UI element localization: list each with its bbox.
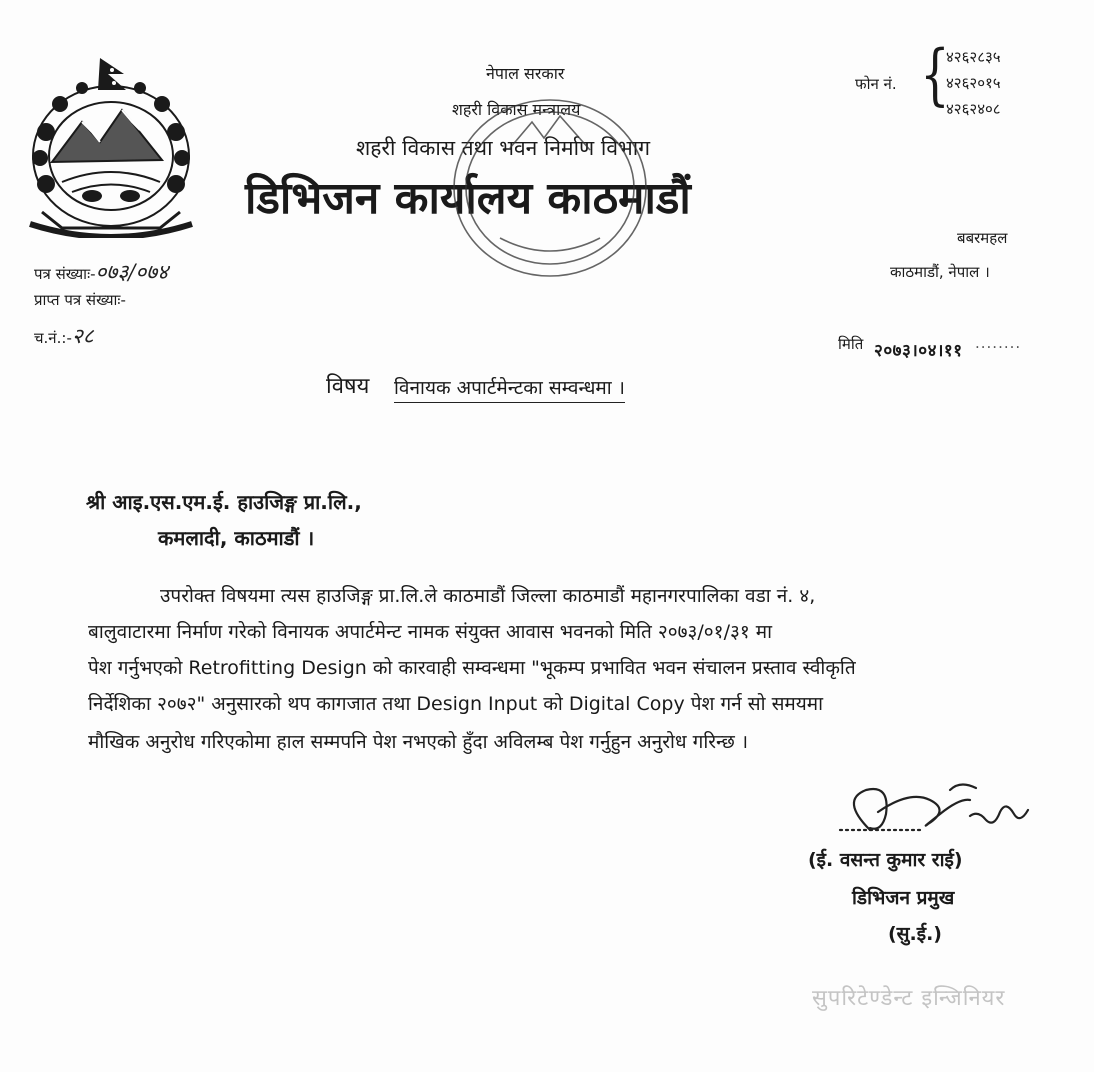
office-address-line2: काठमाडौं, नेपाल ।: [890, 263, 990, 281]
nepal-emblem-icon: [22, 52, 200, 238]
signatory-name: (ई. वसन्त कुमार राई): [808, 849, 963, 871]
ministry-name: शहरी विकास मन्त्रालय: [452, 100, 581, 119]
body-line: उपरोक्त विषयमा त्यस हाउजिङ्ग प्रा.लि.ले काठमाडौं जिल्ला काठमाडौं महानगरपालिका वडा नं. ४,: [160, 585, 816, 607]
subject-label: विषय: [326, 374, 370, 399]
office-seal-icon: [440, 88, 660, 288]
phone-number: ४२६२४०८: [946, 100, 1001, 118]
department-name: शहरी विकास तथा भवन निर्माण विभाग: [356, 136, 651, 160]
government-name: नेपाल सरकार: [486, 64, 565, 83]
phone-brace: {: [920, 36, 950, 113]
addressee-address: कमलादी, काठमाडौं ।: [158, 526, 315, 550]
office-title: डिभिजन कार्यालय काठमाडौं: [245, 173, 691, 224]
body-line: निर्देशिका २०७२" अनुसारको थप कागजात तथा Design Input को Digital Copy पेश गर्न सो समयमा: [88, 693, 824, 715]
body-line: पेश गर्नुभएको Retrofitting Design को कारवाही सम्वन्धमा "भूकम्प प्रभावित भवन संचालन प्रस्ताव स्वीकृति: [88, 657, 856, 679]
letter-number-label: पत्र संख्याः-: [34, 265, 96, 283]
addressee-name: श्री आइ.एस.एम.ई. हाउजिङ्ग प्रा.लि.,: [86, 490, 362, 514]
letter-number-value: ०७३/०७४: [95, 260, 169, 284]
signatory-role: डिभिजन प्रमुख: [852, 887, 955, 909]
body-line: मौखिक अनुरोध गरिएकोमा हाल सम्मपनि पेश नभएको हुँदा अविलम्ब पेश गर्नुहुन अनुरोध गरिन्छ ।: [88, 731, 749, 753]
subject-text: विनायक अपार्टमेन्टका सम्वन्धमा ।: [394, 374, 625, 403]
date-dots: ........: [975, 334, 1022, 352]
signatory-rank: (सु.ई.): [888, 923, 942, 945]
date-label: मिति: [838, 335, 864, 353]
phone-number: ४२६२०१५: [946, 74, 1001, 92]
dispatch-number-value: २८: [71, 324, 94, 348]
dispatch-number-row: [34, 322, 94, 350]
received-letter-label: प्राप्त पत्र संख्याः-: [34, 291, 126, 309]
dispatch-number-label: च.नं.:-: [34, 329, 72, 347]
letter-number-row: [34, 258, 168, 286]
body-line: बालुवाटारमा निर्माण गरेको विनायक अपार्टमेन्ट नामक संयुक्त आवास भवनको मिति २०७३/०१/३१ मा: [88, 621, 773, 643]
phone-number: ४२६२८३५: [946, 48, 1001, 66]
phone-label: फोन नं.: [855, 75, 897, 93]
office-address-line1: बबरमहल: [957, 229, 1008, 247]
phone-number-list: [946, 44, 1001, 122]
faded-designation-stamp: सुपरिटेण्डेन्ट इन्जिनियर: [812, 986, 1006, 1011]
date-value: २०७३।०४।११: [874, 341, 963, 361]
